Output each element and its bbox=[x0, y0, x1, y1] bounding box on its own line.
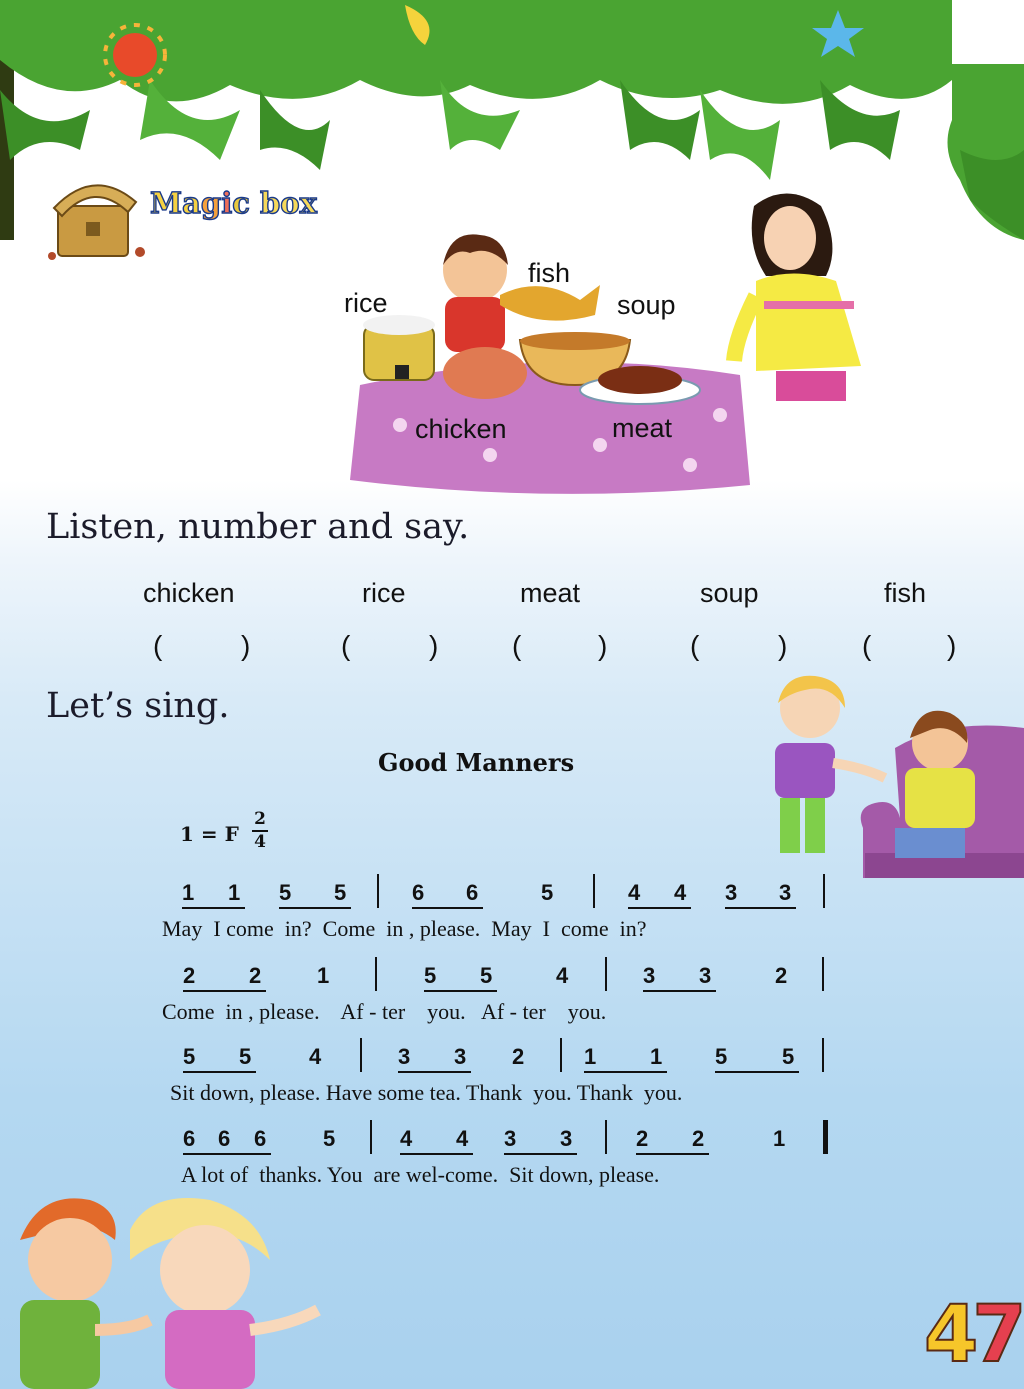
note: 4 bbox=[309, 1044, 322, 1069]
note-beam bbox=[643, 990, 716, 992]
answer-open-soup: ( bbox=[690, 630, 700, 661]
note: 2 bbox=[692, 1126, 705, 1151]
sing-heading: Let’s sing. bbox=[46, 686, 230, 726]
note: 1 bbox=[584, 1044, 597, 1069]
woman-illustration bbox=[726, 186, 866, 406]
note: 5 bbox=[183, 1044, 196, 1069]
note-beam bbox=[400, 1153, 473, 1155]
answer-open-chicken: ( bbox=[153, 630, 163, 661]
lyric-line: May I come in? Come in , please. May I come in? bbox=[162, 916, 647, 941]
note: 5 bbox=[424, 963, 437, 988]
note: 4 bbox=[400, 1126, 413, 1151]
note: 4 bbox=[556, 963, 569, 988]
song-title: Good Manners bbox=[378, 748, 575, 777]
bar-line bbox=[370, 1120, 372, 1154]
note: 2 bbox=[249, 963, 262, 988]
note: 5 bbox=[480, 963, 493, 988]
answer-open-meat: ( bbox=[512, 630, 522, 661]
bar-line bbox=[605, 957, 607, 991]
note-beam bbox=[412, 907, 483, 909]
bar-line bbox=[375, 957, 377, 991]
answer-close-meat: ) bbox=[598, 630, 608, 661]
bar-line bbox=[822, 1038, 824, 1072]
note: 3 bbox=[643, 963, 656, 988]
note-beam bbox=[715, 1071, 799, 1073]
note: 6 bbox=[466, 880, 479, 905]
note: 6 bbox=[218, 1126, 231, 1151]
note-beam bbox=[182, 907, 245, 909]
note-beam bbox=[725, 907, 796, 909]
label-chicken: chicken bbox=[415, 414, 507, 444]
note: 5 bbox=[715, 1044, 728, 1069]
note-beam bbox=[636, 1153, 709, 1155]
listen-heading: Listen, number and say. bbox=[46, 507, 470, 547]
answer-close-fish: ) bbox=[947, 630, 957, 661]
note: 5 bbox=[323, 1126, 336, 1151]
word-fish: fish bbox=[884, 578, 927, 608]
note: 3 bbox=[504, 1126, 517, 1151]
bar-line bbox=[823, 874, 825, 908]
time-signature: 2 4 bbox=[252, 810, 268, 852]
note-beam bbox=[504, 1153, 577, 1155]
treasure-chest-icon bbox=[44, 166, 154, 270]
note: 3 bbox=[560, 1126, 573, 1151]
bar-line bbox=[822, 957, 824, 991]
final-bar-line bbox=[823, 1120, 828, 1154]
note: 2 bbox=[775, 963, 788, 988]
label-rice: rice bbox=[344, 288, 388, 318]
note: 5 bbox=[334, 880, 347, 905]
song-key: 1 = F bbox=[180, 822, 239, 846]
note: 3 bbox=[725, 880, 738, 905]
note: 4 bbox=[674, 880, 687, 905]
note: 3 bbox=[699, 963, 712, 988]
word-soup: soup bbox=[700, 578, 759, 608]
note: 3 bbox=[454, 1044, 467, 1069]
note: 4 bbox=[456, 1126, 469, 1151]
bar-line bbox=[377, 874, 379, 908]
note: 1 bbox=[650, 1044, 663, 1069]
word-rice: rice bbox=[362, 578, 406, 608]
page-number: 47 bbox=[924, 1290, 1021, 1380]
bar-line bbox=[360, 1038, 362, 1072]
note: 5 bbox=[239, 1044, 252, 1069]
note: 1 bbox=[228, 880, 241, 905]
answer-close-soup: ) bbox=[778, 630, 788, 661]
lyric-line: Come in , please. Af - ter you. Af - ter you. bbox=[162, 999, 607, 1024]
note: 2 bbox=[512, 1044, 525, 1069]
note: 5 bbox=[279, 880, 292, 905]
note: 2 bbox=[636, 1126, 649, 1151]
note: 6 bbox=[183, 1126, 196, 1151]
note: 1 bbox=[773, 1126, 786, 1151]
note-beam bbox=[183, 1153, 271, 1155]
label-meat: meat bbox=[612, 413, 673, 443]
answer-open-fish: ( bbox=[862, 630, 872, 661]
lyric-line: A lot of thanks. You are wel-come. Sit down, please. bbox=[181, 1162, 660, 1187]
note: 2 bbox=[183, 963, 196, 988]
note-beam bbox=[183, 1071, 256, 1073]
bar-line bbox=[560, 1038, 562, 1072]
label-soup: soup bbox=[617, 290, 676, 320]
note: 5 bbox=[782, 1044, 795, 1069]
word-chicken: chicken bbox=[143, 578, 235, 608]
children-greeting-illustration bbox=[0, 1180, 330, 1389]
note-beam bbox=[398, 1071, 471, 1073]
note: 5 bbox=[541, 880, 554, 905]
word-meat: meat bbox=[520, 578, 581, 608]
bar-line bbox=[605, 1120, 607, 1154]
note: 3 bbox=[779, 880, 792, 905]
note-beam bbox=[183, 990, 266, 992]
note-beam bbox=[279, 907, 351, 909]
note-beam bbox=[584, 1071, 667, 1073]
label-fish: fish bbox=[528, 258, 571, 288]
magic-box-title: Magic box bbox=[150, 186, 317, 220]
note: 6 bbox=[412, 880, 425, 905]
note: 1 bbox=[317, 963, 330, 988]
note-beam bbox=[424, 990, 497, 992]
note: 3 bbox=[398, 1044, 411, 1069]
note: 1 bbox=[182, 880, 195, 905]
note: 6 bbox=[254, 1126, 267, 1151]
answer-close-rice: ) bbox=[429, 630, 439, 661]
note: 4 bbox=[628, 880, 641, 905]
children-sofa-illustration bbox=[745, 668, 1024, 888]
answer-close-chicken: ) bbox=[241, 630, 251, 661]
lyric-line: Sit down, please. Have some tea. Thank you. Thank you. bbox=[170, 1080, 683, 1105]
answer-open-rice: ( bbox=[341, 630, 351, 661]
note-beam bbox=[628, 907, 691, 909]
bar-line bbox=[593, 874, 595, 908]
